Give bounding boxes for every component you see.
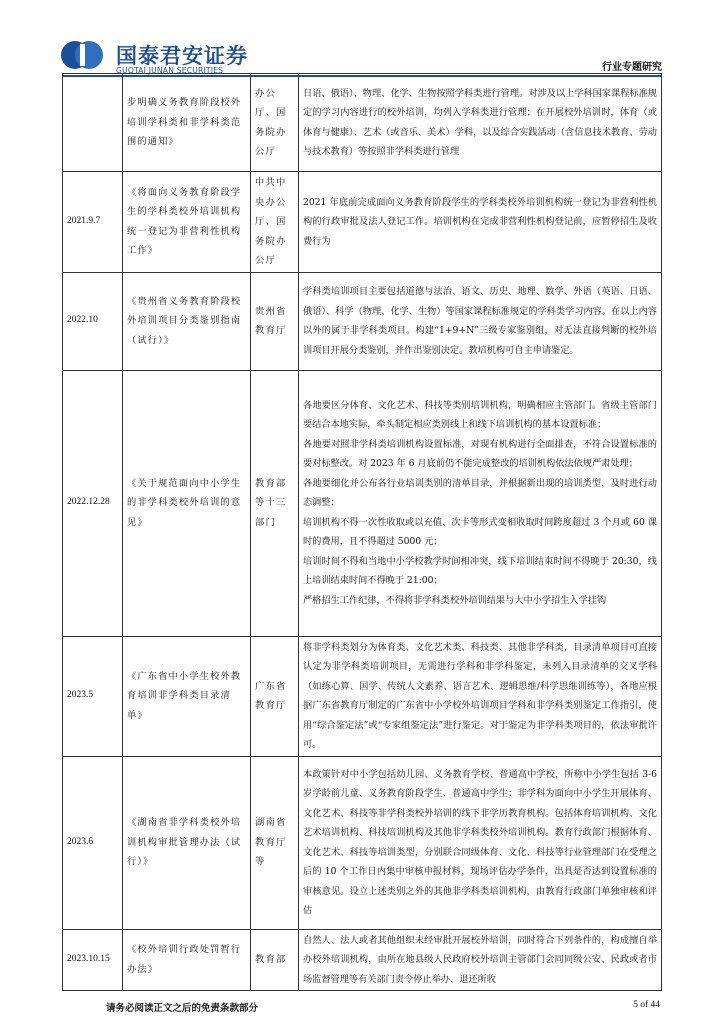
table-row [63,636,662,756]
policy-content [299,370,662,636]
table-row [63,172,662,273]
table-row [63,756,662,929]
policy-name: 《将面向义务教育阶段学生的学科类校外培训机构统一登记为非营利性机构工作》 [123,172,251,273]
policy-issuer: 中共中央办公厅、国务院办公厅 [251,172,299,273]
policy-date: 2023.5 [63,636,123,756]
policy-name: 《贵州省义务教育阶段校外培训项目分类鉴别指南（试行）》 [123,272,251,370]
policy-table [62,73,662,991]
table-row [63,370,662,636]
policy-date: 2022.10 [63,272,123,370]
policy-date: 2023.10.15 [63,929,123,991]
guotai-junan-logo-icon [60,40,104,70]
policy-content: 学科类培训项目主要包括道德与法治、语文、历史、地理、数学、外语（英语、日语、俄语）、科学（物理、化学、生物）等国家课程标准规定的学科类学习内容。在以上内容以外的属于非学科类项目。构建“1+9+N”三级专家鉴别组，对无法直接判断的校外培训项目开展分类鉴别，并作出鉴别决定。教培机构可自主申请鉴定。 [299,272,662,370]
table-row [63,74,662,172]
policy-issuer: 教育部 [251,929,299,991]
policy-date: 2021.9.7 [63,172,123,273]
table-row [63,272,662,370]
policy-issuer: 广东省教育厅 [251,636,299,756]
policy-issuer: 办公厅、国务院办公厅 [251,74,299,172]
policy-name: 《广东省中小学生校外教育培训非学科类目录清单》 [123,636,251,756]
policy-clause: 培训时间不得和当地中小学校教学时间相冲突，线下培训结束时间不得晚于 20:30，线上培训结束时间不得晚于 21:00； [303,555,657,587]
policy-content: 将非学科类划分为体育类、文化艺术类、科技类、其他非学科类，目录清单项目可直接认定为非学科类培训项目，无需进行学科和非学科鉴定，未列入目录清单的交叉学科（如练心算、国学、传统人文素养、语言艺术、逻辑思维/科学思维训练等），各地应根据广东省教育厅制定的广东省中小学校外培训项目学科和非学科类别鉴定工作指引，使用“综合鉴定法”或“专家组鉴定法”进行鉴定。对于鉴定为非学科类项目的，依法审批许可。 [299,636,662,756]
policy-name: 《校外培训行政处罚暂行办法》 [123,929,251,991]
policy-content: 本政策针对中小学包括幼儿园、义务教育学校、普通高中学校，所称中小学生包括 3-6 岁学龄前儿童、义务教育阶段学生、普通高中学生；非学科为面向中小学生开展体育、文化艺术、科技等非学科类校外培训的线下非学历教育机构。包括体育培训机构、文化艺术培训机构、科技培训机构及其他非学科类校外培训机构。教育行政部门根据体育、文化艺术、科技等培训类型，分别联合同级体育、文化、科技等行业管理部门在受理之后的 10 个工作日内集中审核申报材料，现场评估办学条件，出具是否达到设置标准的审核意见。设立上述类别之外的其他非学科类培训机构，由教育行政部门单独审核和评估 [299,756,662,929]
disclaimer-note: 请务必阅读正文之后的免责条款部分 [106,1003,259,1014]
page-number: 5 of 44 [633,1000,660,1010]
policy-name: 步明确义务教育阶段校外培训学科类和非学科类范围的通知》 [123,74,251,172]
policy-clause: 各地要细化并公布各行业培训类别的清单目录，并根据新出现的培训类型，及时进行动态调整； [303,477,657,509]
page-header [0,0,724,80]
table-row [63,929,662,991]
policy-name: 《关于规范面向中小学生的非学科类校外培训的意见》 [123,370,251,636]
policy-content: 2021 年底前完成面向义务教育阶段学生的学科类校外培训机构统一登记为非营利性机构的行政审批及法人登记工作。培训机构在完成非营利性机构登记前，应暂停招生及收费行为 [299,172,662,273]
brand-name-english: GUOTAI JUNAN SECURITIES [116,66,224,75]
policy-clause: 培训机构不得一次性收取或以充值、次卡等形式变相收取时间跨度超过 3 个月或 60 课时的费用，且不得超过 5000 元； [303,516,657,548]
policy-clause: 各地要区分体育、文化艺术、科技等类别培训机构，明确相应主管部门。省级主管部门要结合本地实际，牵头制定相应类别线上和线下培训机构的基本设置标准； [303,399,657,431]
brand-name-chinese: 国泰君安证券 [116,44,248,68]
policy-issuer: 教育部等十三部门 [251,370,299,636]
policy-issuer: 湖南省教育厅等 [251,756,299,929]
policy-issuer: 贵州省教育厅 [251,272,299,370]
policy-name: 《湖南省非学科类校外培训机构审批管理办法（试行）》 [123,756,251,929]
policy-date [63,74,123,172]
policy-clause: 各地要对照非学科类培训机构设置标准，对现有机构进行全面排查，不符合设置标准的要对标整改。对 2023 年 6 月底前仍不能完成整改的培训机构依法依规严肃处理； [303,438,657,470]
policy-date: 2022.12.28 [63,370,123,636]
report-type-label: 行业专题研究 [602,62,662,73]
policy-clause: 严格招生工作纪律，不得将非学科类校外培训结果与大中小学招生入学挂钩 [303,594,607,606]
policy-date: 2023.6 [63,756,123,929]
policy-content: 自然人、法人或者其他组织未经审批开展校外培训，同时符合下列条件的，构成擅自举办校外培训机构，由所在地县级人民政府校外培训主管部门会同同级公安、民政或者市场监督管理等有关部门责令停止举办、退还所收 [299,929,662,991]
policy-content: 日语、俄语）、物理、化学、生物按照学科类进行管理。对涉及以上学科国家课程标准规定的学习内容进行的校外培训，均列入学科类进行管理；在开展校外培训时，体育（或体育与健康）、艺术（或音乐、美术）学科，以及综合实践活动（含信息技术教育、劳动与技术教育）等按照非学科类进行管理 [299,74,662,172]
